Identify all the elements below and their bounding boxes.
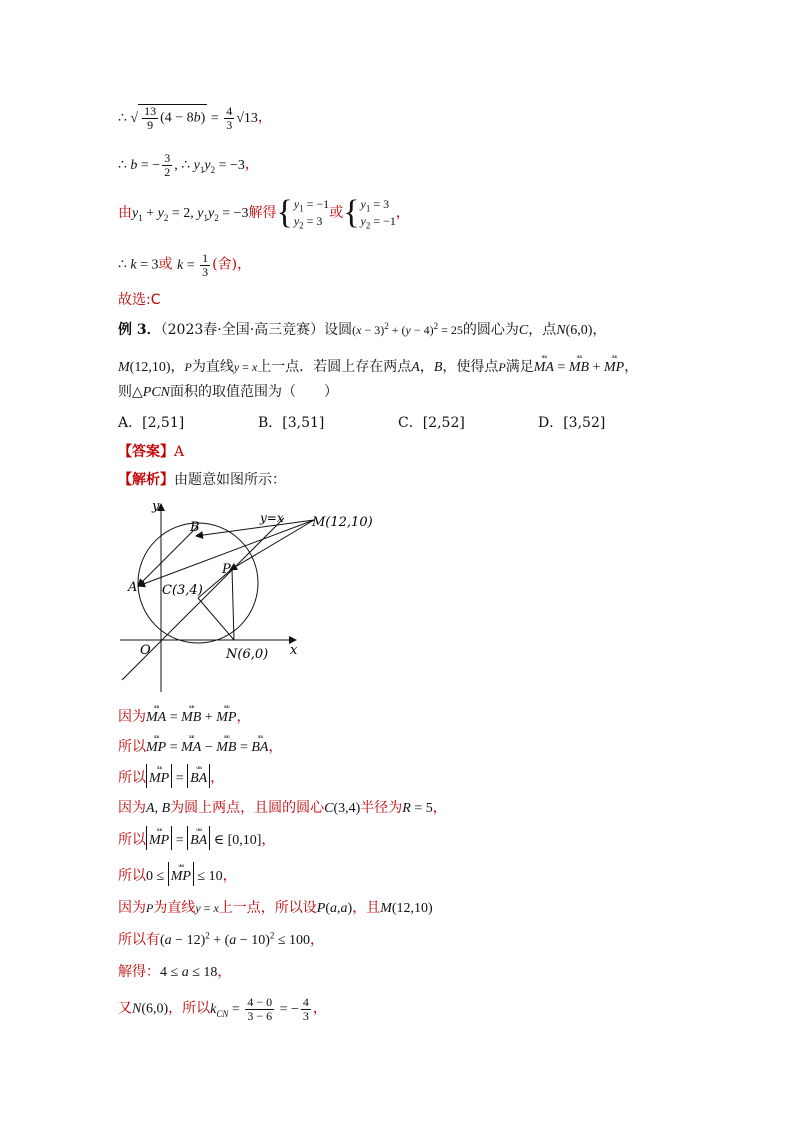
step-2: 所以ᵘᵘᵘ MP = ᵘᵘᵘ MA − ᵘᵘᵘ MB = ᵘᵘᵘ BA， xyxy=(118,732,282,758)
step-4: 因为A, B为圆上两点，且圆的圆心C(3,4)半径为R = 5， xyxy=(118,800,447,816)
choose-answer: 故选:C xyxy=(118,292,161,308)
option-d: D．[3,52] xyxy=(538,415,606,431)
line-k-value: ∴ k = 3或 k = $\frac{1}{3}$ (舍)， xyxy=(118,251,252,279)
point-c-label: C(3,4) xyxy=(162,583,203,598)
line-label: y=x xyxy=(260,511,284,525)
vector-mp xyxy=(230,520,314,570)
y-axis-label: y xyxy=(152,499,160,514)
vector-ba xyxy=(138,526,198,586)
example-line-1: 例 3．（2023春·全国·高三竞赛）设圆$(x - 3)^2 + (y - 4)^2 = 25$的圆心为C，点N(6,0)， xyxy=(118,321,607,338)
option-a: A．[2,51] xyxy=(118,415,185,431)
option-c: C．[2,52] xyxy=(398,415,465,431)
x-axis-label: x xyxy=(290,643,298,658)
step-10: 又N(6,0)，所以$k_{CN}$ = $\frac{4 - 0}{3 - 6}$ = − $\frac{4}{3}$ ， xyxy=(118,995,327,1023)
geometry-figure xyxy=(112,494,382,699)
step-3: 所以ᵘᵘᵘ MP = ᵘᵘᵘ BA ， xyxy=(118,764,224,789)
origin-label: O xyxy=(140,643,151,658)
step-7: 因为P为直线y = x上一点，所以设P(a,a)，且M(12,10) xyxy=(118,900,433,916)
point-m-label: M(12,10) xyxy=(312,515,373,530)
point-a-label: A xyxy=(128,580,138,595)
analysis-line: 【解析】由题意如图所示： xyxy=(118,472,286,488)
step-5: 所以ᵘᵘᵘ MP = ᵘᵘᵘ BA ∈ [0,10]， xyxy=(118,826,275,851)
line-sqrt-equation: ∴ √ $\frac{13}{9}$ (4 − 8b) = $\frac{4}{3}$ √13， xyxy=(118,104,272,132)
step-6: 所以0 ≤ ᵘᵘᵘ MP ≤ 10， xyxy=(118,862,237,887)
point-b-label: B xyxy=(190,520,200,535)
vector-mb xyxy=(196,520,314,536)
example-line-2: M(12,10)，P为直线y = x上一点．若圆上存在两点A，B，使得点P满足ᵘᵘᵘ MA = ᵘᵘᵘ MB + ᵘᵘᵘ MP， xyxy=(118,352,638,378)
point-n-label: N(6,0) xyxy=(226,647,269,662)
step-9: 解得：4 ≤ a ≤ 18， xyxy=(118,964,232,980)
line-solve-system: 由$y_1 + y_2 = 2$, $y_1y_2 = -3$解得 { $y_1 = -1$ $y_2 = 3$ 或 { $y_1 = 3$ $y_2 = -1$ ， xyxy=(118,194,410,231)
answer-line: 【答案】A xyxy=(118,444,185,460)
option-b: B．[3,51] xyxy=(258,415,325,431)
step-8: 所以有$(a - 12)^2 + (a - 10)^2 \le 100$， xyxy=(118,930,325,948)
point-p-label: P xyxy=(222,562,231,577)
line-b-value: ∴ b = − $\frac{3}{2}$ , ∴ $y_1y_2 = -3$， xyxy=(118,151,259,179)
step-1: 因为ᵘᵘᵘ MA = ᵘᵘᵘ MB + ᵘᵘᵘ MP， xyxy=(118,702,250,728)
example-line-3: 则△PCN面积的取值范围为（ ） xyxy=(118,384,339,400)
